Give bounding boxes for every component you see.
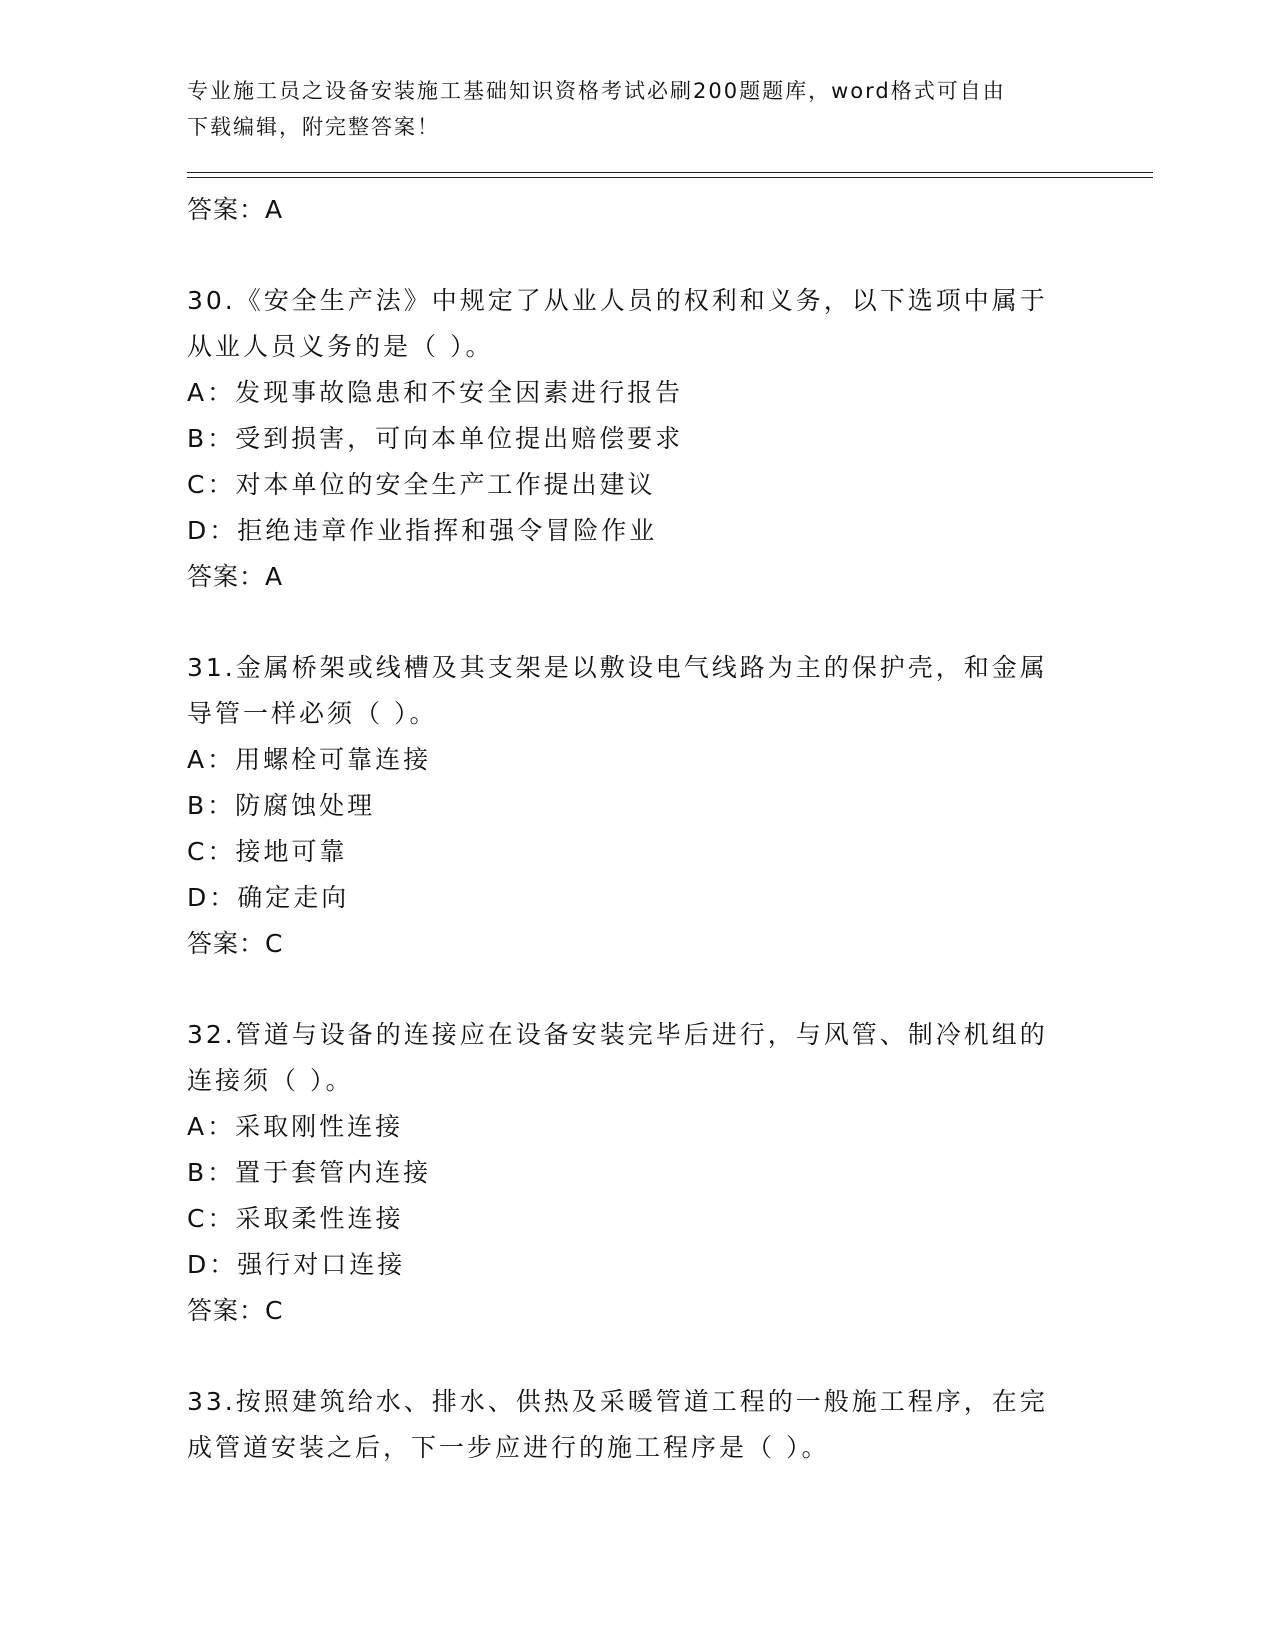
question-text-line: 31.金属桥架或线槽及其支架是以敷设电气线路为主的保护壳，和金属 — [187, 653, 1048, 682]
option-c: C：接地可靠 — [187, 837, 348, 866]
question-text-line: 32.管道与设备的连接应在设备安装完毕后进行，与风管、制冷机组的 — [187, 1020, 1048, 1049]
option-b: B：防腐蚀处理 — [187, 791, 376, 820]
answer-line: 答案：A — [187, 195, 284, 224]
question-text-line: 33.按照建筑给水、排水、供热及采暖管道工程的一般施工程序，在完 — [187, 1387, 1048, 1416]
option-a: A：采取刚性连接 — [187, 1112, 404, 1141]
answer-line: 答案：C — [187, 1296, 284, 1325]
option-c: C：采取柔性连接 — [187, 1204, 404, 1233]
header-line-2: 下载编辑，附完整答案！ — [187, 115, 440, 139]
option-b: B：置于套管内连接 — [187, 1158, 432, 1187]
option-c: C：对本单位的安全生产工作提出建议 — [187, 470, 656, 499]
header-divider-bottom — [187, 177, 1153, 178]
block-spacer — [187, 600, 1107, 645]
question-text-line: 导管一样必须（ ）。 — [187, 699, 438, 728]
question-text-line: 连接须（ ）。 — [187, 1066, 354, 1095]
answer-line: 答案：A — [187, 562, 284, 591]
block-spacer — [187, 233, 1107, 278]
option-d: D：确定走向 — [187, 883, 350, 912]
option-a: A：发现事故隐患和不安全因素进行报告 — [187, 378, 684, 407]
question-block — [187, 1012, 1107, 1334]
option-b: B：受到损害，可向本单位提出赔偿要求 — [187, 424, 684, 453]
header-line-1: 专业施工员之设备安装施工基础知识资格考试必刷200题题库，word格式可自由 — [187, 79, 1006, 103]
question-text-line: 从业人员义务的是（ ）。 — [187, 332, 494, 361]
question-text-line: 30.《安全生产法》中规定了从业人员的权利和义务，以下选项中属于 — [187, 286, 1048, 315]
option-d: D：强行对口连接 — [187, 1250, 406, 1279]
block-spacer — [187, 1334, 1107, 1379]
option-d: D：拒绝违章作业指挥和强令冒险作业 — [187, 516, 658, 545]
block-spacer — [187, 967, 1107, 1012]
question-block — [187, 1379, 1107, 1471]
question-text-line: 成管道安装之后，下一步应进行的施工程序是（ ）。 — [187, 1433, 830, 1462]
option-a: A：用螺栓可靠连接 — [187, 745, 432, 774]
document-header — [187, 73, 1087, 145]
question-block — [187, 645, 1107, 967]
question-block — [187, 278, 1107, 600]
header-divider-top — [187, 172, 1153, 173]
answer-line: 答案：C — [187, 929, 284, 958]
question-content — [187, 187, 1107, 1471]
question-block — [187, 187, 1107, 233]
